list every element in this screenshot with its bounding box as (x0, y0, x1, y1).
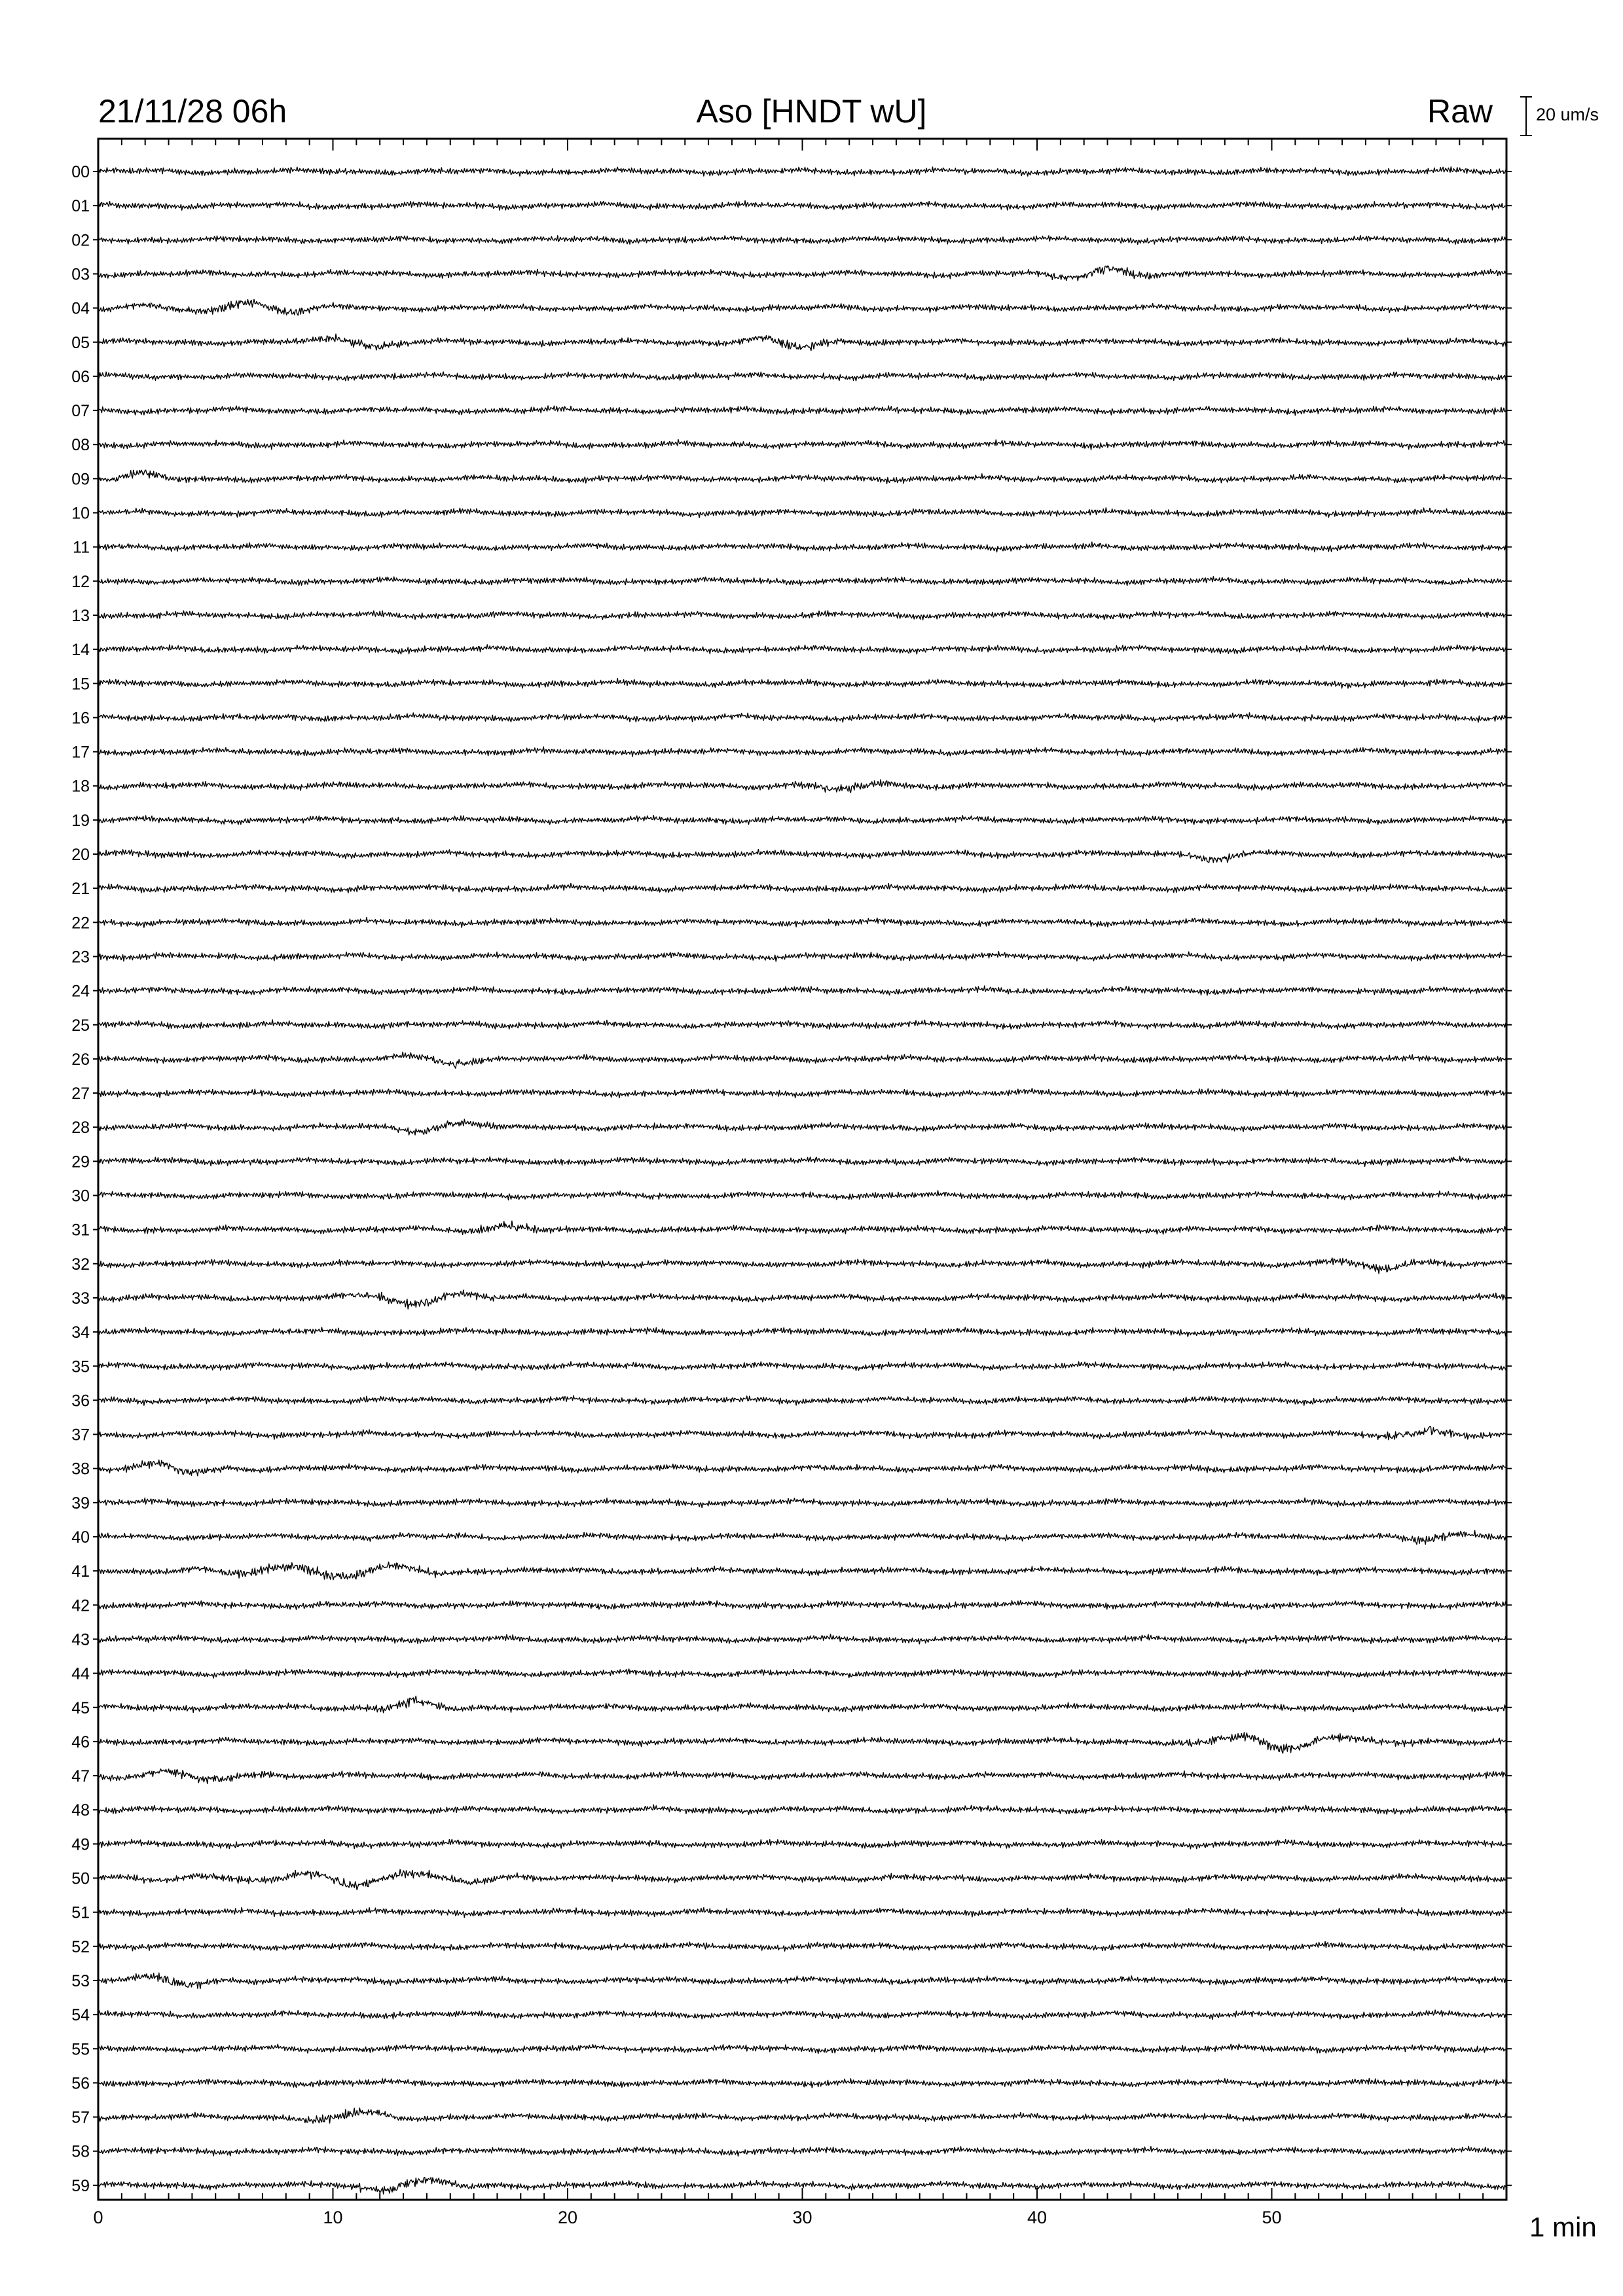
trace-line-51 (98, 1907, 1506, 1917)
trace-line-37 (98, 1427, 1506, 1440)
row-label-57: 57 (71, 2108, 90, 2127)
row-label-20: 20 (71, 846, 90, 864)
row-label-43: 43 (71, 1630, 90, 1649)
trace-line-06 (98, 372, 1506, 381)
trace-line-09 (98, 470, 1506, 484)
trace-line-46 (98, 1732, 1506, 1753)
row-label-09: 09 (71, 470, 90, 489)
row-label-32: 32 (71, 1255, 90, 1274)
row-label-00: 00 (71, 163, 90, 181)
trace-line-48 (98, 1805, 1506, 1815)
row-label-06: 06 (71, 367, 90, 386)
row-label-48: 48 (71, 1801, 90, 1820)
row-label-31: 31 (71, 1221, 90, 1240)
mode-label: Raw (1427, 93, 1493, 130)
row-label-15: 15 (71, 675, 90, 694)
trace-line-12 (98, 577, 1506, 586)
row-label-56: 56 (71, 2074, 90, 2093)
amplitude-scale-label: 20 um/s (1536, 105, 1599, 124)
row-label-46: 46 (71, 1732, 90, 1751)
date-hour-label: 21/11/28 06h (98, 93, 287, 130)
trace-line-41 (98, 1562, 1506, 1580)
row-label-33: 33 (71, 1289, 90, 1308)
trace-line-52 (98, 1941, 1506, 1951)
row-label-18: 18 (71, 777, 90, 796)
row-label-58: 58 (71, 2142, 90, 2161)
row-label-05: 05 (71, 333, 90, 352)
x-tick-label-30: 30 (792, 2208, 812, 2227)
trace-line-47 (98, 1769, 1506, 1784)
row-label-16: 16 (71, 709, 90, 728)
row-label-27: 27 (71, 1085, 90, 1103)
trace-line-23 (98, 952, 1506, 961)
row-label-11: 11 (73, 538, 90, 557)
trace-line-18 (98, 780, 1506, 793)
trace-line-27 (98, 1088, 1506, 1098)
row-label-22: 22 (71, 914, 90, 933)
trace-line-14 (98, 645, 1506, 654)
row-label-13: 13 (71, 606, 90, 625)
row-label-25: 25 (71, 1016, 90, 1035)
row-label-59: 59 (71, 2176, 90, 2195)
row-label-34: 34 (71, 1323, 90, 1342)
trace-line-21 (98, 884, 1506, 893)
trace-line-42 (98, 1600, 1506, 1609)
station-title: Aso [HNDT wU] (696, 93, 927, 130)
row-label-30: 30 (71, 1187, 90, 1206)
trace-line-49 (98, 1839, 1506, 1849)
trace-line-19 (98, 816, 1506, 825)
trace-line-16 (98, 713, 1506, 723)
trace-line-40 (98, 1530, 1506, 1544)
trace-line-04 (98, 299, 1506, 315)
trace-line-05 (98, 334, 1506, 350)
trace-line-36 (98, 1395, 1506, 1405)
time-unit-label: 1 min (1529, 2212, 1597, 2242)
row-label-29: 29 (71, 1153, 90, 1172)
row-label-23: 23 (71, 948, 90, 967)
row-label-53: 53 (71, 1971, 90, 1990)
row-label-10: 10 (71, 504, 90, 523)
row-label-01: 01 (71, 197, 90, 216)
trace-line-50 (98, 1869, 1506, 1890)
row-label-54: 54 (71, 2006, 90, 2025)
trace-line-26 (98, 1052, 1506, 1068)
trace-line-55 (98, 2044, 1506, 2054)
row-label-04: 04 (71, 299, 90, 318)
row-label-19: 19 (71, 811, 90, 830)
trace-line-35 (98, 1361, 1506, 1371)
trace-line-13 (98, 611, 1506, 620)
trace-line-15 (98, 679, 1506, 689)
trace-line-25 (98, 1020, 1506, 1030)
row-label-44: 44 (71, 1664, 90, 1683)
trace-line-08 (98, 440, 1506, 450)
trace-line-22 (98, 918, 1506, 928)
row-label-12: 12 (71, 572, 90, 591)
row-label-14: 14 (71, 641, 90, 660)
trace-line-32 (98, 1258, 1506, 1274)
trace-line-44 (98, 1669, 1506, 1678)
row-label-07: 07 (71, 402, 90, 421)
trace-line-02 (98, 236, 1506, 245)
trace-line-58 (98, 2146, 1506, 2156)
row-label-42: 42 (71, 1596, 90, 1615)
trace-group (71, 163, 1512, 2195)
trace-line-33 (98, 1290, 1506, 1309)
trace-line-45 (98, 1696, 1506, 1713)
row-label-39: 39 (71, 1494, 90, 1513)
trace-line-11 (98, 542, 1506, 552)
x-tick-label-40: 40 (1027, 2208, 1048, 2227)
trace-line-54 (98, 2010, 1506, 2019)
x-tick-label-0: 0 (93, 2208, 103, 2227)
trace-line-01 (98, 201, 1506, 211)
row-label-26: 26 (71, 1050, 90, 1069)
row-label-55: 55 (71, 2040, 90, 2059)
trace-line-31 (98, 1221, 1506, 1234)
row-label-51: 51 (71, 1903, 90, 1922)
row-label-52: 52 (71, 1937, 90, 1956)
trace-line-20 (98, 850, 1506, 863)
row-label-35: 35 (71, 1357, 90, 1376)
amplitude-scale-bar (1520, 97, 1532, 135)
plot-frame (98, 139, 1506, 2200)
trace-line-39 (98, 1498, 1506, 1508)
row-label-17: 17 (71, 743, 90, 762)
x-tick-label-20: 20 (557, 2208, 578, 2227)
row-label-24: 24 (71, 982, 90, 1001)
x-tick-label-10: 10 (323, 2208, 343, 2227)
row-label-08: 08 (71, 436, 90, 455)
x-tick-label-50: 50 (1262, 2208, 1282, 2227)
trace-line-34 (98, 1327, 1506, 1336)
trace-line-28 (98, 1119, 1506, 1135)
row-label-02: 02 (71, 231, 90, 250)
row-label-28: 28 (71, 1119, 90, 1138)
trace-line-38 (98, 1460, 1506, 1476)
trace-line-00 (98, 167, 1506, 176)
trace-line-24 (98, 986, 1506, 996)
trace-line-03 (98, 266, 1506, 281)
row-label-40: 40 (71, 1528, 90, 1547)
trace-line-10 (98, 508, 1506, 518)
row-label-50: 50 (71, 1869, 90, 1888)
trace-line-30 (98, 1191, 1506, 1200)
row-label-38: 38 (71, 1460, 90, 1479)
trace-line-53 (98, 1973, 1506, 1988)
trace-line-29 (98, 1156, 1506, 1166)
row-label-03: 03 (71, 265, 90, 284)
trace-line-57 (98, 2108, 1506, 2123)
row-label-36: 36 (71, 1391, 90, 1410)
row-label-49: 49 (71, 1835, 90, 1854)
trace-line-56 (98, 2079, 1506, 2088)
row-label-45: 45 (71, 1698, 90, 1717)
row-label-41: 41 (71, 1562, 90, 1581)
row-label-37: 37 (71, 1426, 90, 1444)
trace-line-43 (98, 1634, 1506, 1644)
trace-line-07 (98, 406, 1506, 416)
row-label-21: 21 (71, 880, 90, 899)
row-label-47: 47 (71, 1767, 90, 1786)
trace-line-17 (98, 747, 1506, 757)
